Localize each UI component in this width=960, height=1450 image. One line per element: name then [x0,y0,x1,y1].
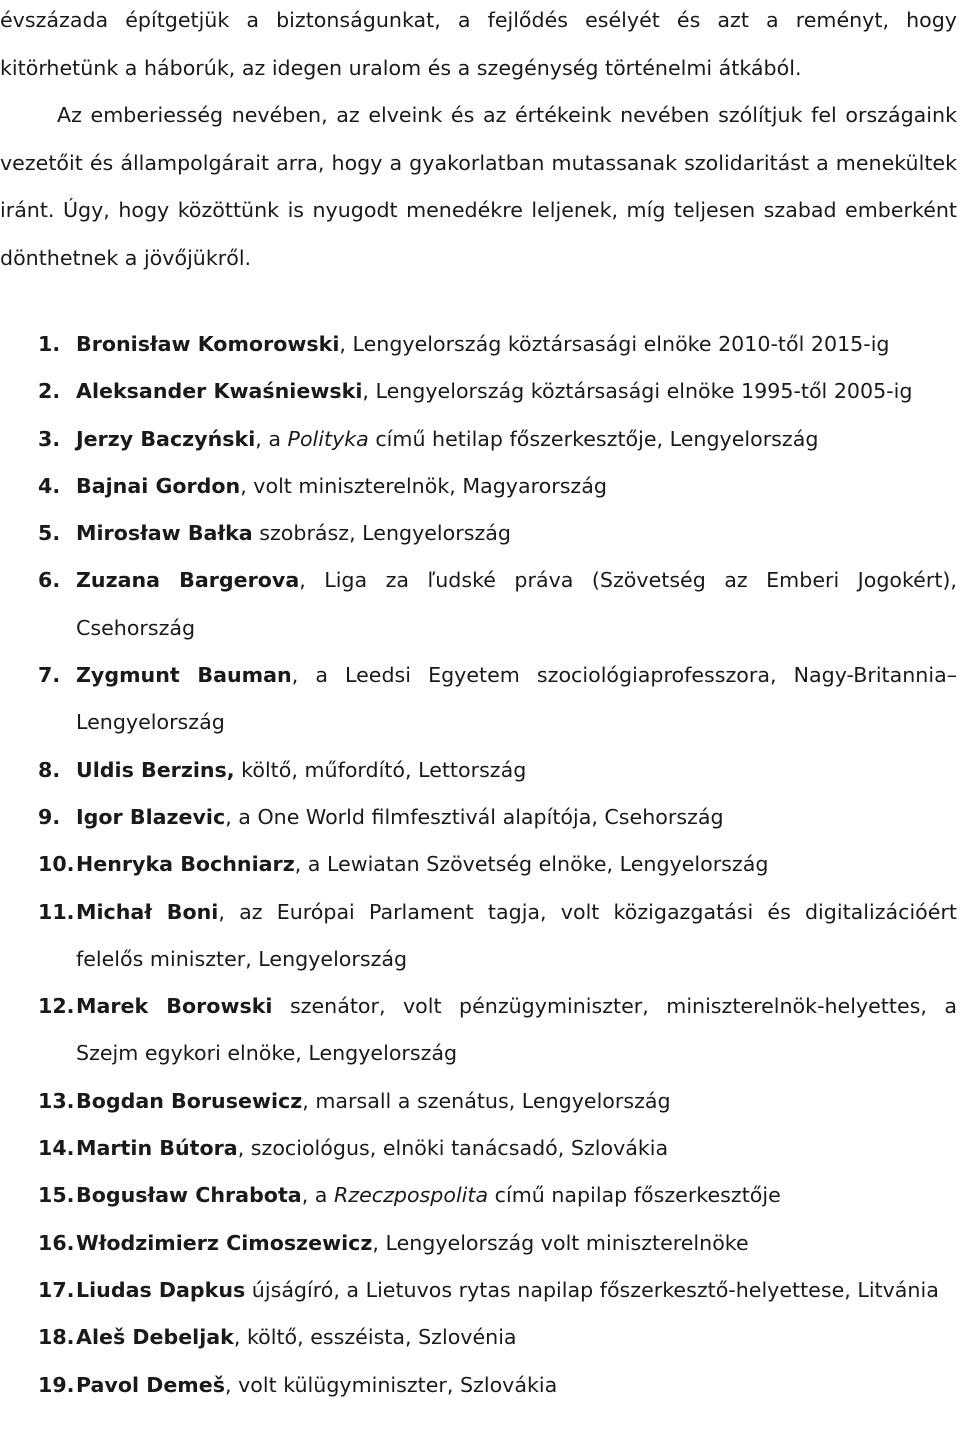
signer-name: Aleš Debeljak [76,1325,234,1350]
list-item [0,1362,957,1409]
signer-name: Martin Bútora [76,1136,238,1161]
list-item [0,1172,957,1219]
list-item [0,368,957,415]
item-number: 13. [38,1088,75,1113]
signer-description: , az Európai Parlament tagja, volt közigazgatási és digitalizációért felelős miniszter, Lengyelország [76,899,957,971]
item-number: 14. [38,1136,75,1161]
signer-description: szobrász, Lengyelország [252,521,511,546]
signer-name: Igor Blazevic [76,804,226,829]
signer-description: , marsall a szenátus, Lengyelország [302,1088,671,1113]
signer-name: Zuzana Bargerova [76,568,300,593]
signer-description: , Lengyelország köztársasági elnöke 1995-től 2005-ig [362,379,913,404]
signer-name: Bogusław Chrabota [76,1183,302,1208]
signer-description: , a Lewiatan Szövetség elnöke, Lengyelország [294,852,769,877]
item-number: 17. [38,1277,75,1302]
signer-name: Bogdan Borusewicz [76,1088,303,1113]
signer-name: Bajnai Gordon [76,473,241,498]
list-item [0,1314,957,1361]
signer-description: szenátor, volt pénzügyminiszter, miniszterelnök-helyettes, a Szejm egykori elnöke, Lengyelország [76,994,957,1066]
list-item [0,1125,957,1172]
list-item [0,889,957,984]
list-item [0,463,957,510]
signer-description: , a [255,426,288,451]
signer-description: , Lengyelország köztársasági elnöke 2010-től 2015-ig [339,332,890,356]
item-number: 2. [38,379,61,404]
item-number: 8. [38,757,61,782]
list-item [0,1220,957,1267]
list-item [0,983,957,1078]
list-item [0,841,957,888]
signer-name: Michał Boni [76,899,219,924]
item-number: 5. [38,521,61,546]
item-number: 7. [38,663,61,688]
signer-description: , Liga za ľudské práva (Szövetség az Emberi Jogokért), Csehország [76,568,957,640]
signer-name: Marek Borowski [76,994,273,1019]
list-item [0,747,957,794]
item-number: 9. [38,804,61,829]
item-number: 16. [38,1230,75,1255]
intro-text [0,0,957,283]
intro-paragraph-2: Az emberiesség nevében, az elveink és az értékeink nevében szólítjuk fel országaink vezetőit és állampolgárait arra, hogy a gyakorlatban mutassanak szolidaritást a menekültek iránt. Úgy, hogy közöttünk is nyugodt menedékre leljenek, míg teljesen szabad emberként dönthetnek a jövőjükről. [0,103,957,270]
signer-name: Liudas Dapkus [76,1277,246,1302]
signer-name: Aleksander Kwaśniewski [76,379,363,404]
item-number: 3. [38,426,61,451]
signer-description: című napilap főszerkesztője [488,1183,781,1208]
signer-name: Zygmunt Bauman [76,663,292,688]
list-item [0,1078,957,1125]
list-item [0,794,957,841]
signer-description: , volt külügyminiszter, Szlovákia [224,1372,558,1397]
list-item [0,557,957,652]
item-number: 18. [38,1325,75,1350]
list-item [0,510,957,557]
signer-name: Pavol Demeš [76,1372,225,1397]
signer-description: , a One World filmfesztivál alapítója, Csehország [225,804,724,829]
signer-description: , a Leedsi Egyetem szociológiaprofesszora, Nagy-Britannia–Lengyelország [76,663,957,735]
item-number: 6. [38,568,61,593]
signer-name: Bronisław Komorowski [76,332,340,356]
intro-paragraph-1: évszázada építgetjük a biztonságunkat, a fejlődés esélyét és azt a reményt, hogy kitörhetünk a háborúk, az idegen uralom és a szegénység történelmi átkából. [0,8,957,80]
item-number: 10. [38,852,75,877]
signer-description: újságíró, a Lietuvos rytas napilap főszerkesztő-helyettese, Litvánia [245,1277,939,1302]
signer-name: Mirosław Bałka [76,521,253,546]
signer-description: , volt miniszterelnök, Magyarország [240,473,607,498]
signer-description: , a [301,1183,334,1208]
item-number: 15. [38,1183,75,1208]
signer-description: , szociológus, elnöki tanácsadó, Szlovákia [237,1136,669,1161]
item-number: 12. [38,994,75,1019]
signer-name: Włodzimierz Cimoszewicz [76,1230,373,1255]
signer-name: Jerzy Baczyński [76,426,256,451]
list-item [0,416,957,463]
signer-description: című hetilap főszerkesztője, Lengyelország [368,426,819,451]
signer-description: , költő, esszéista, Szlovénia [233,1325,517,1350]
publication-title: Polityka [287,426,369,451]
item-number: 1. [38,332,61,356]
signer-description: költő, műfordító, Lettország [234,757,527,782]
publication-title: Rzeczpospolita [333,1183,489,1208]
signer-name: Uldis Berzins, [76,757,235,782]
signer-description: , Lengyelország volt miniszterelnöke [372,1230,749,1255]
signer-name: Henryka Bochniarz [76,852,295,877]
list-item [0,321,957,368]
list-item [0,652,957,747]
item-number: 11. [38,899,75,924]
item-number: 19. [38,1372,75,1397]
signatories-list [0,321,957,1409]
item-number: 4. [38,473,61,498]
list-item [0,1267,957,1314]
